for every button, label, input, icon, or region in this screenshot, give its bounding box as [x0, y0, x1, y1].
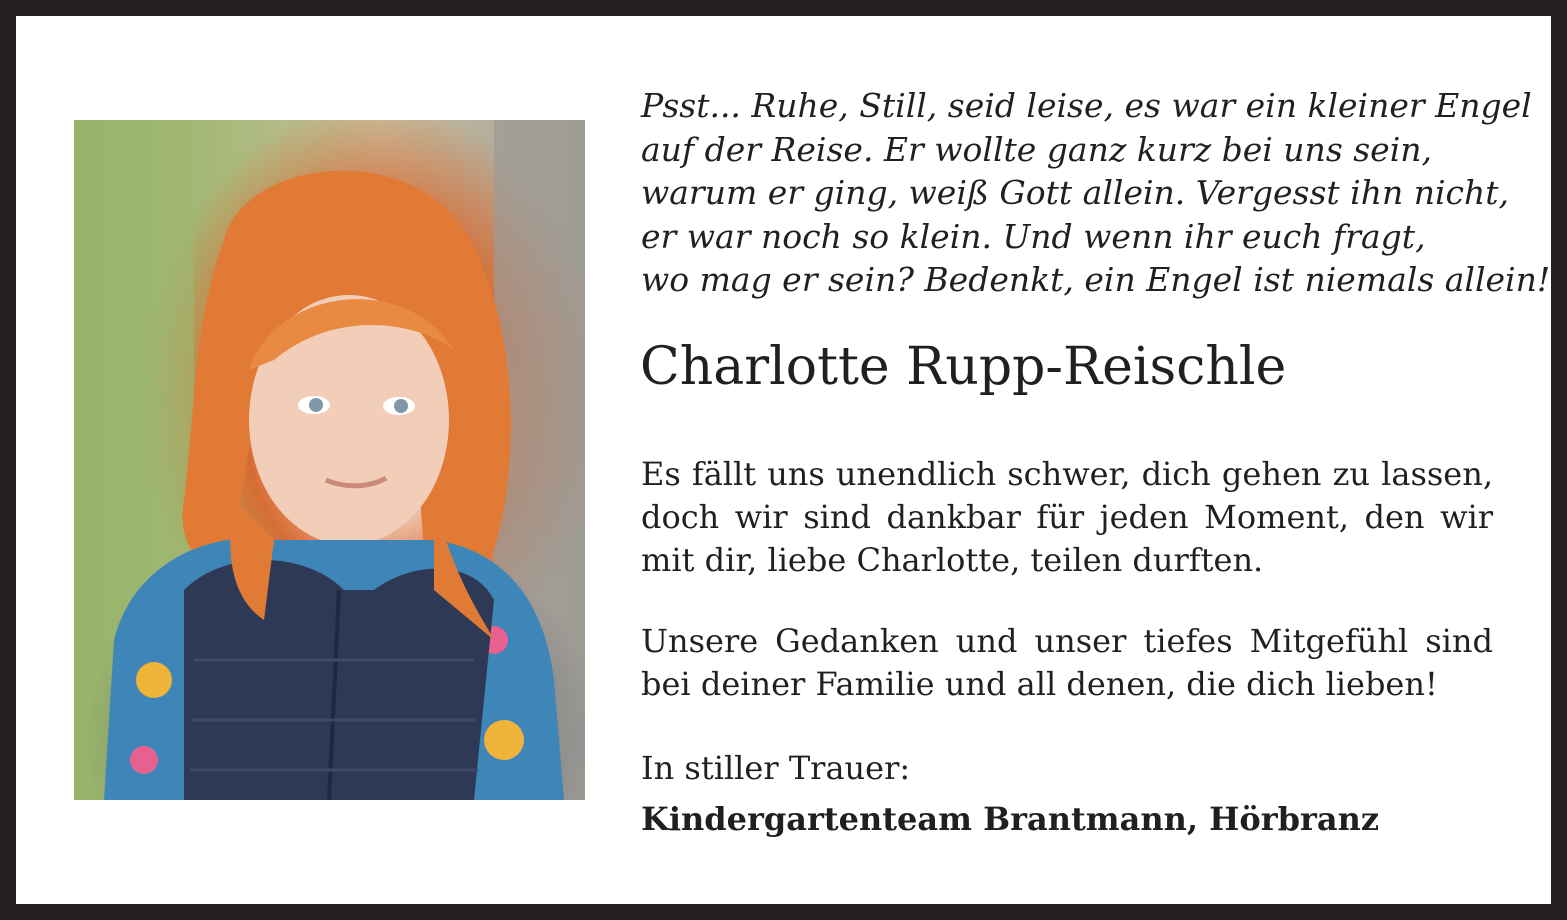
poem [641, 84, 1551, 302]
poem-line: auf der Reise. Er wollte ganz kurz bei uns sein, [641, 129, 1433, 169]
poem-line: wo mag er sein? Bedenkt, ein Engel ist niemals allein! [641, 260, 1551, 299]
poem-line: Psst... Ruhe, Still, seid leise, es war ein kleiner Engel [641, 86, 1532, 125]
portrait-illustration [74, 120, 585, 800]
deceased-name: Charlotte Rupp-Reischle [640, 337, 1287, 397]
signoff-text: In stiller Trauer: [641, 749, 911, 787]
poem-line: warum er ging, weiß Gott allein. Vergesst ihn nicht, [641, 173, 1509, 212]
condolence-paragraph: Unsere Gedanken und unser tiefes Mitgefühl sind bei deiner Familie und all denen, die dich lieben! [641, 622, 1493, 703]
signer-name: Kindergartenteam Brantmann, Hörbranz [641, 800, 1380, 838]
poem-line: er war noch so klein. Und wenn ihr euch fragt, [641, 216, 1426, 256]
portrait-photo [74, 120, 585, 800]
condolence-paragraph: Es fällt uns unendlich schwer, dich gehen zu lassen, doch wir sind dankbar für jeden Moment, den wir mit dir, liebe Charlotte, teilen durften. [641, 455, 1493, 579]
